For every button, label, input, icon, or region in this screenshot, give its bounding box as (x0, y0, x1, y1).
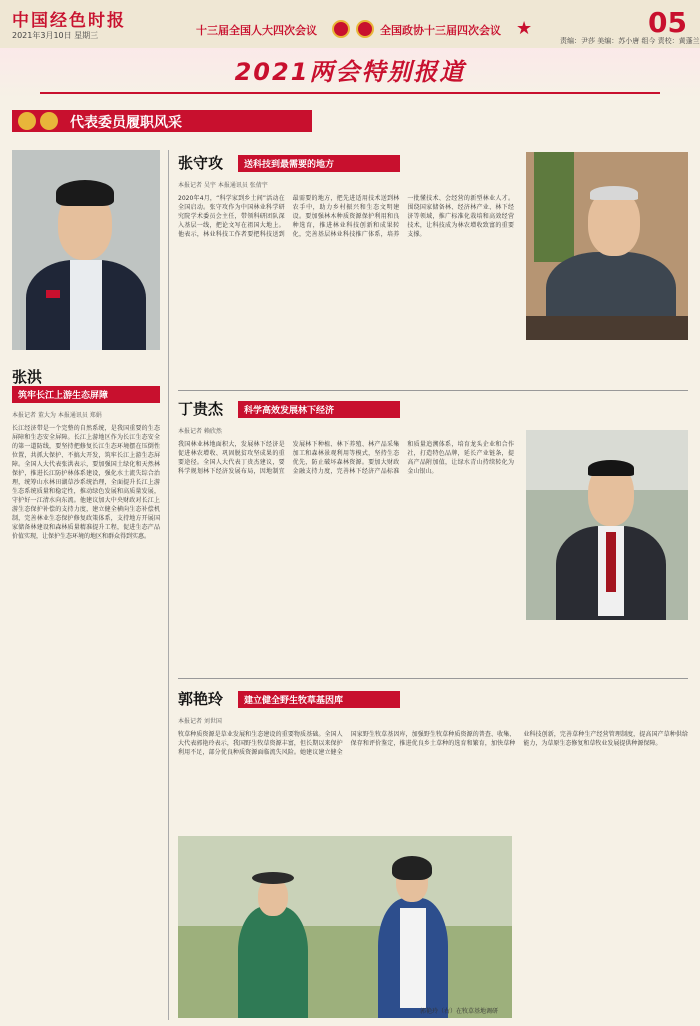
cppcc-badge-icon (40, 112, 58, 130)
ding-guijie-headline: 科学高效发展林下经济 (238, 401, 400, 418)
ding-guijie-photo (526, 430, 688, 620)
zhang-shougong-headline: 送科技到最需要的地方 (238, 155, 400, 172)
zhang-hong-body: 长江经济带是一个完整的自然系统，是我国重要的生态屏障和生态安全屏障。长江上游地区作为长江生态安全的第一道防线，要坚持把修复长江生态环境摆在压倒性位置，共抓大保护、不搞大开发，筑牢长江上游生态屏障。全国人大代表张洪表示，要加强国土绿化和天然林保护，推进长江防护林体系建设，强化水土流失综合治理，统筹山水林田湖草沙系统治理，全面提升长江上游生态系统质量和稳定性，推动绿色发展和高质量发展，守护好一江清水向东流。他建议加大中央财政对长江上游生态保护补偿的支持力度，建立健全横向生态补偿机制，完善林业生态保护修复政策体系，支持地方开展国家储备林建设和森林质量精准提升工程，促进生态产品价值实现，让保护生态环境的地区和群众得到实惠。 (12, 425, 160, 540)
zhang-shougong-name: 张守攻 (178, 154, 224, 172)
ding-guijie-body-cont (526, 626, 688, 670)
zhang-shougong-body: 2020年4月，“科学家到乡土间”活动在全国启动。张守攻作为中国林业科学研究院学术委员会主任，带领科研团队深入基层一线，把论文写在祖国大地上。他表示，林业科技工作者要把科技送到最需要的地方，把先进适用技术送到林农手中，助力乡村振兴和生态文明建设。要加强林木种质资源保护利用和良种选育，推进林业科技创新和成果转化，完善基层林业科技推广体系，培养一批懂技术、会经营的新型林业人才。围绕国家储备林、经济林产业、林下经济等领域，推广标准化栽培和高效经营技术，让科技成为林农增收致富的重要支撑。 (178, 195, 514, 238)
editors-line: 责编：尹莎 美编：苏小唐 组今 责校：黄蓬兰 (560, 37, 700, 45)
date-line: 2021年3月10日 星期三 (12, 31, 99, 40)
star-icon: ★ (516, 18, 533, 39)
npc-session: 十三届全国人大四次会议 (196, 24, 317, 37)
column-divider (168, 150, 169, 1020)
cppcc-emblem-icon (356, 20, 374, 38)
zhang-shougong-photo (526, 152, 688, 340)
guo-yanling-photo (178, 836, 512, 1018)
zhang-hong-headline: 筑牢长江上游生态屏障 (12, 386, 160, 403)
npc-badge-icon (18, 112, 36, 130)
guo-yanling-photo-caption: 郭艳玲（右）在牧草基地调研 (420, 1008, 499, 1015)
npc-emblem-icon (332, 20, 350, 38)
banner-rule (40, 92, 660, 94)
section-rule (178, 390, 688, 391)
zhang-hong-name: 张洪 (12, 368, 43, 386)
guo-yanling-headline: 建立健全野生牧草基因库 (238, 691, 400, 708)
zhang-hong-byline: 本报记者 董大为 本报通讯员 郑娟 (12, 412, 102, 419)
banner-title: 2021两会特别报道 (234, 58, 466, 86)
page-number: 05 (648, 6, 687, 39)
ding-guijie-byline: 本报记者 赖欣然 (178, 428, 222, 435)
ding-guijie-body: 我国林业林地面积大，发展林下经济是促进林农增收、巩固脱贫攻坚成果的重要途径。全国人大代表丁贵杰建议，要科学规划林下经济发展布局，因地制宜发展林下种植、林下养殖、林产品采集加工和森林景观利用等模式，坚持生态优先，防止破坏森林资源。要加大财政金融支持力度，完善林下经济产品标准和质量追溯体系，培育龙头企业和合作社，打造特色品牌，延长产业链条，提高产品附加值，让绿水青山持续转化为金山银山。 (178, 441, 514, 475)
guo-yanling-body-cont (522, 836, 688, 1018)
section-title: 代表委员履职风采 (70, 115, 182, 131)
zhang-hong-photo (12, 150, 160, 350)
section-rule (178, 678, 688, 679)
ding-guijie-name: 丁贵杰 (178, 400, 224, 418)
guo-yanling-name: 郭艳玲 (178, 690, 224, 708)
paper-name: 中国经色时报 (12, 11, 126, 31)
cppcc-session: 全国政协十三届四次会议 (380, 24, 501, 37)
guo-yanling-body: 牧草种质资源是草业发展和生态建设的重要物质基础。全国人大代表郭艳玲表示，我国野生牧草资源丰富，但长期以来保护利用不足，部分优良种质资源面临流失风险。她建议建立健全国家野生牧草基因库，加强野生牧草种质资源的普查、收集、保存和评价鉴定，推进优良乡土草种的选育和繁育，加快草种业科技创新，完善草种生产经营管理制度，提高国产草种供给能力，为草原生态修复和草牧业发展提供种源保障。 (178, 731, 688, 756)
zhang-shougong-byline: 本报记者 吴宇 本报通讯员 张倩宇 (178, 182, 268, 189)
zhang-shougong-body-cont (526, 346, 688, 382)
guo-yanling-byline: 本报记者 刘世国 (178, 718, 222, 725)
